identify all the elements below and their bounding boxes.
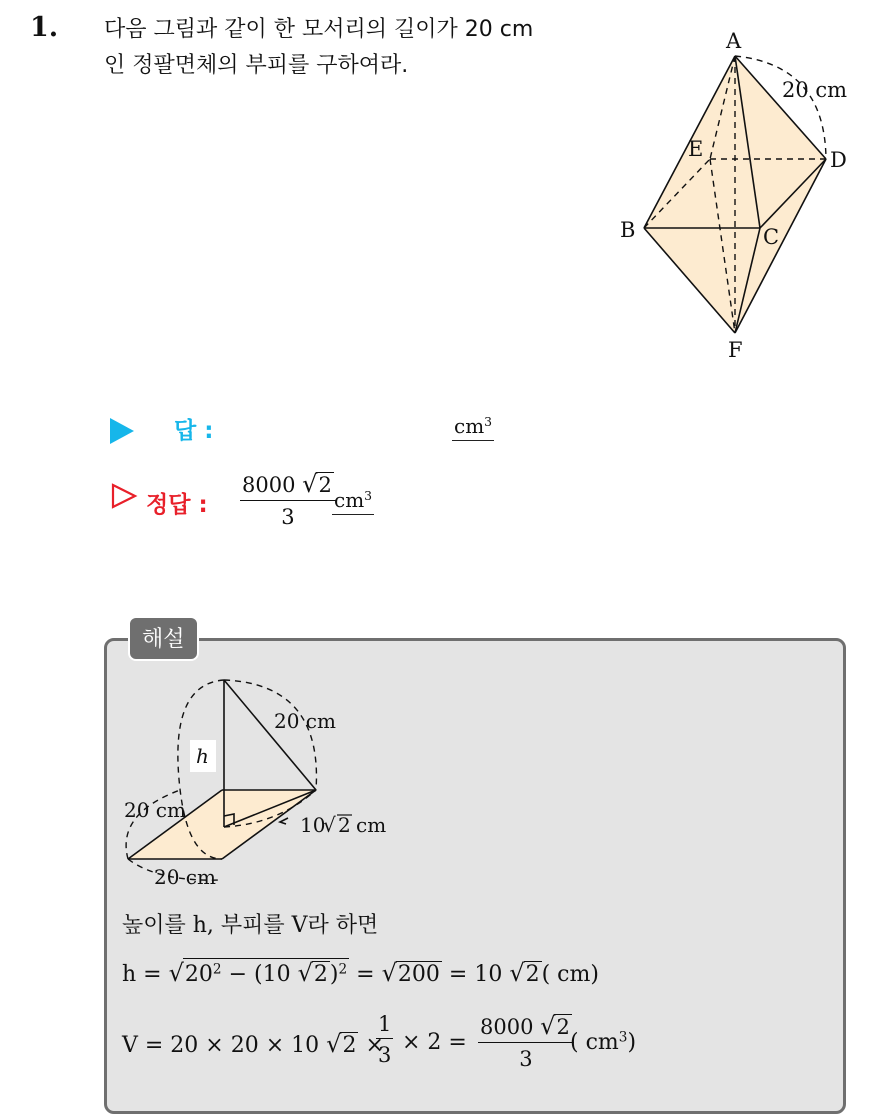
expl-fig-diag-sqrt: √	[323, 813, 336, 837]
play-triangle-icon	[110, 418, 134, 444]
vertex-label-f: F	[728, 338, 743, 362]
correct-unit-text: cm	[334, 488, 365, 512]
eq2-res-rad: 2	[556, 1015, 570, 1039]
expl-fig-left-label: 20 cm	[124, 798, 186, 822]
eq2-frac-num: 1	[376, 1012, 393, 1039]
expl-fig-diag-rad: 2	[338, 813, 351, 837]
eq2-res-num: 8000	[480, 1015, 534, 1039]
question-line-1: 다음 그림과 같이 한 모서리의 길이가 20 cm	[104, 17, 534, 42]
eq2-rad: 2	[342, 1033, 357, 1058]
eq1-eq-end: = 10	[448, 962, 503, 987]
expl-fig-diag-unit: cm	[356, 813, 387, 837]
question-line-2: 인 정팔면체의 부피를 구하여라.	[104, 53, 409, 78]
eq2-lhs: V = 20 × 20 × 10	[122, 1033, 320, 1058]
expl-fig-bottom-label: 20 cm	[154, 865, 216, 889]
question-number: 1.	[30, 12, 59, 43]
eq2-frac-den: 3	[378, 1043, 392, 1067]
correct-numerator-radicand: 2	[318, 473, 332, 497]
eq2-result-fraction: $\frac{8000 √2}{3}$	[478, 1012, 574, 1071]
vertex-label-d: D	[830, 148, 847, 172]
eq2-third-fraction	[376, 1012, 393, 1067]
eq1-lhs: h =	[122, 962, 162, 987]
eq1-inner-exp: 2	[212, 961, 222, 978]
answer-row	[110, 410, 530, 454]
eq1-close-exp: 2	[338, 961, 348, 978]
answer-unit: cm	[454, 414, 485, 438]
eq2-times: ×	[365, 1033, 384, 1058]
correct-numerator: 8000	[242, 473, 296, 497]
eq2-unit-close: )	[627, 1030, 637, 1055]
eq2-unit: ( cm	[570, 1030, 619, 1055]
expl-fig-diag-coef: 10	[300, 813, 326, 837]
eq1-inner: 20	[184, 962, 213, 987]
answer-label: 답 :	[174, 418, 214, 444]
correct-answer-row	[110, 468, 610, 538]
vertex-label-b: B	[620, 218, 636, 242]
correct-unit-exp: 3	[364, 488, 373, 504]
eq1-unit: ( cm)	[541, 962, 599, 987]
explanation-tab: 해설	[128, 616, 199, 661]
question-text	[104, 12, 604, 84]
eq1-minus: − (10	[228, 962, 291, 987]
vertex-label-a: A	[726, 29, 742, 53]
vertex-label-e: E	[688, 137, 704, 161]
open-triangle-icon	[110, 482, 138, 510]
expl-fig-edge-label: 20 cm	[274, 709, 336, 733]
edge-length-label: 20 cm	[782, 78, 848, 102]
vertex-label-c: C	[763, 225, 780, 249]
correct-answer-label: 정답 :	[146, 492, 208, 518]
answer-unit-exp: 3	[484, 414, 493, 430]
eq1-close: )	[329, 962, 339, 987]
eq1-eq-mid: =	[356, 962, 375, 987]
expl-fig-h-label: h	[196, 744, 209, 768]
eq2-unit-exp: 3	[618, 1029, 628, 1046]
correct-answer-unit	[332, 488, 374, 512]
explanation-eq-1: $h = √20^2 - (10$ √2)$^2$ = √200 = 10 √2( cm)	[122, 959, 599, 987]
explanation-intro: 높이를 h, 부피를 V라 하면	[122, 913, 379, 938]
eq1-sqrt-val: 200	[397, 962, 440, 987]
eq1-rad: 2	[313, 962, 328, 987]
correct-denominator: 3	[281, 505, 295, 529]
eq1-end-rad: 2	[525, 962, 540, 987]
answer-blank[interactable]	[452, 414, 494, 438]
octahedron-figure	[600, 20, 860, 370]
correct-answer-fraction: $\frac{8000 √2}{3}$	[240, 470, 336, 529]
eq2-res-den: 3	[519, 1047, 533, 1071]
eq2-tail: × 2 =	[402, 1030, 467, 1055]
explanation-figure	[118, 664, 418, 899]
